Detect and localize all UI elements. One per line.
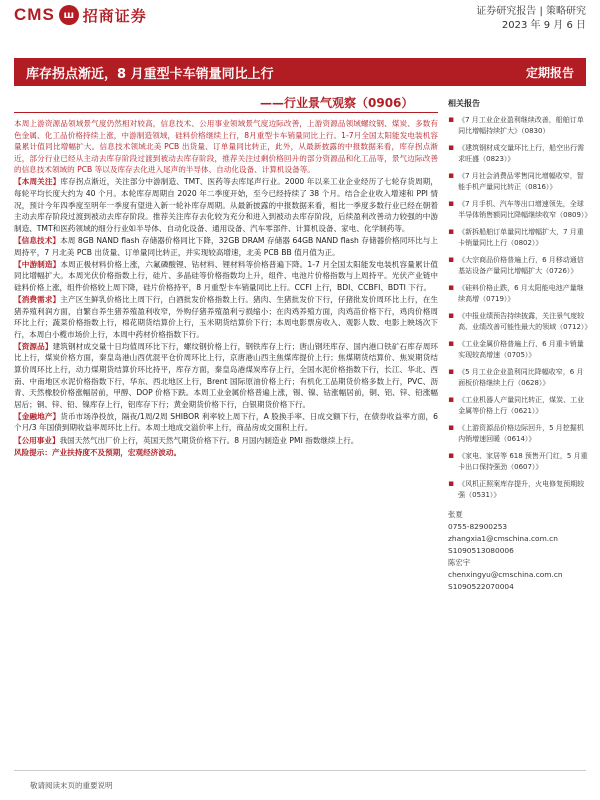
paragraph-text: 库存拐点渐近，关注部分中游制造、TMT、医药等去库尾声行业。2000 年以来工业企业经历了七轮存货周期，每轮平均长度大约为 40 个月。本轮库存周期自 2020 年二季度开始，至今已经持续了 38 个月。结合企业收入增速和 PPI 情况，预计今年四季度至明年一季度有望进入新一轮补库存周期。从最新披露的中报数据来看，相比一季度多数行业已经在朝着主动去库存阶段过渡到被动去库存阶段。推荐关注库存去化较为充分和进入到被动去库存阶段，后续盈利改善动力较强的中游制造、TMT和医药领域的细分行业如半导体、自动化设备、通用设备、汽车零部件、计算机设备、家电、化学制药等。 — [14, 177, 438, 233]
bullet-icon: ▪ — [448, 339, 455, 349]
bullet-icon: ▪ — [448, 227, 455, 237]
report-header — [0, 0, 600, 44]
logo-chinese: 招商证券 — [82, 6, 147, 25]
related-report-item[interactable] — [448, 367, 588, 389]
title-bar — [14, 58, 586, 86]
bullet-icon: ▪ — [448, 143, 455, 153]
section-tag: 【资源品】 — [14, 341, 53, 351]
sidebar — [448, 98, 592, 738]
bullet-icon: ▪ — [448, 367, 455, 377]
bullet-icon: ▪ — [448, 395, 455, 405]
body-paragraph — [14, 435, 438, 447]
related-report-item[interactable] — [448, 339, 588, 361]
bullet-icon: ▪ — [448, 199, 455, 209]
analyst-cert: S1090513080006 — [448, 546, 514, 555]
body-paragraph — [14, 118, 438, 176]
related-report-item[interactable] — [448, 283, 588, 305]
logo-latin: CMS — [14, 5, 55, 24]
related-report-title: 《工业机器人产量同比转正，煤炭、工业金属等价格上行（0621）》 — [458, 396, 585, 415]
report-category: 定期报告 — [525, 65, 574, 80]
related-report-item[interactable] — [448, 423, 588, 445]
body-paragraph — [14, 176, 438, 234]
related-reports-heading: 相关报告 — [448, 99, 480, 108]
body-paragraph — [14, 259, 438, 294]
bullet-icon: ▪ — [448, 451, 455, 461]
related-report-item[interactable] — [448, 479, 588, 501]
paragraph-text: 本周正极材料价格上涨，六氟磷酸锂、钴材料、锂材料等价格普遍下降。1-7 月全国太阳能发电装机容量累计值同比增幅扩大。本周光伏价格指数上行，硅片、多晶硅等价格指数均上升，组件、电池片价格指数与上周持平。光伏产业链中硅料价格上涨，组件价格较上周下降，硅片价格持平，8 月重型卡车销量同比上行。CCFI 上行，BDI、CCBFI、BDTI 下行。 — [14, 259, 438, 292]
paragraph-text: 货币市场净投放，隔夜/1周/2周 SHIBOR 利率较上周下行，A 股换手率、日成交额下行，在债券收益率方面，6 个月/3 年国债到期收益率周环比上行。本周土地成交溢价率上行，商品房成交面积上行。 — [14, 411, 438, 433]
analyst-info — [448, 509, 588, 593]
bullet-icon: ▪ — [448, 311, 455, 321]
related-report-title: 《工业金属价格普遍上行，6 月重卡销量实现较高增速（0705）》 — [458, 340, 584, 359]
report-type: 证券研究报告 | 策略研究 — [476, 6, 586, 17]
paragraph-text: 建筑钢材成交量十日均值周环比下行，螺纹钢价格上行，钢铁库存上行；唐山钢坯库存、国内港口铁矿石库存周环比上行，煤炭价格方面，秦皇岛港山西优混平仓价周环比上行，京唐港山西主焦煤库提价上行；焦煤期货结算价、焦炭期货结算价周环比上行，动力煤期货结算价环比持平，库存方面，秦皇岛港煤炭库存上行，全国水泥价格指数下行，长江、华北、西南、中南地区水泥价格指数下行，华东、西北地区上行，Brent 国际原油价格上行；有机化工品期货价格多数上行，PVC、沥青、天然橡胶价格涨幅居前，甲醇、DOP 价格下跌。本周工业金属价格普遍上涨，锡、镍、钴涨幅居前，铜、铝、锌、铅涨幅居后；铜、锌、铅、镍库存上行，铝库存下行；黄金期货价格下行，白银期货价格下行。 — [14, 341, 438, 409]
related-report-title: 《5 月工业企业盈利同比降幅收窄，6 月面板价格继续上行（0628）》 — [458, 368, 584, 387]
report-body — [14, 118, 438, 758]
related-report-title: 《中报业绩预告持续披露，关注景气度较高、业绩改善可能性最大的领域（0712）》 — [458, 312, 592, 331]
related-report-item[interactable] — [448, 227, 588, 249]
paragraph-text: 我国天然气出厂价上行，英国天然气期货价格下行。8 月国内制造业 PMI 指数继续上行。 — [59, 435, 359, 445]
paragraph-text: 主产区生鲜乳价格比上周下行，白酒批发价格指数上行。猪肉、生猪批发价下行，仔猪批发价周环比上行，在生猪养殖利润方面，自繁自养生猪养殖盈利收窄，外购仔猪养殖盈利亏损缩小；在肉鸡养殖方面，肉鸡苗价格下行，鸡肉价格周环比上行；蔬菜价格指数上行，棉花期货结算价上行，玉米期货结算价下行；本周电影票房收入、观影人数、电影上映场次下行，本周白小榄市场价上行，本周中药材价格指数下行。 — [14, 294, 438, 339]
analyst-cert: S1090522070004 — [448, 582, 514, 591]
paragraph-text: 产业扶持度不及预期，宏观经济波动。 — [51, 447, 182, 457]
report-subtitle: ——行业景气观察（0906） — [260, 96, 414, 110]
bullet-icon: ▪ — [448, 255, 455, 265]
footer-divider — [14, 770, 586, 771]
section-tag: 【金融地产】 — [14, 411, 61, 421]
related-report-item[interactable] — [448, 199, 592, 221]
report-title: 库存拐点渐近，8 月重型卡车销量同比上行 — [26, 66, 274, 82]
divider — [14, 112, 438, 113]
paragraph-text: 本周 8GB NAND flash 存储器价格同比下降，32GB DRAM 存储器 64GB NAND flash 存储器价格同环比与上周持平，7 月北美 PCB 出货量、订单量同比转正，并实现较高增速，北美 PCB BB 值月值为正。 — [14, 235, 438, 257]
body-paragraph — [14, 235, 438, 258]
section-tag: 风险提示： — [14, 447, 52, 457]
section-tag: 【中游制造】 — [14, 259, 61, 269]
report-date: 2023 年 9 月 6 日 — [501, 20, 586, 31]
analyst-name: 张夏 — [448, 510, 463, 519]
logo-mark-icon: ш — [59, 5, 79, 25]
bullet-icon: ▪ — [448, 115, 455, 125]
related-report-item[interactable] — [448, 115, 588, 137]
bullet-icon: ▪ — [448, 283, 455, 293]
analyst-email[interactable]: zhangxia1@cmschina.com.cn — [448, 534, 558, 543]
related-report-item[interactable] — [448, 395, 588, 417]
related-report-item[interactable] — [448, 451, 588, 473]
related-report-title: 《大宗商品价格普遍上行，6 月移动通信基站设备产量同比增幅扩大（0726）》 — [458, 256, 584, 275]
body-paragraph — [14, 294, 438, 340]
footer-note: 敬请阅读末页的重要说明 — [30, 781, 113, 790]
related-report-title: 《风机正照案库存提升，火电修复预期较强（0531）》 — [458, 480, 585, 499]
body-paragraph — [14, 341, 438, 411]
bullet-icon: ▪ — [448, 423, 455, 433]
related-report-title: 《建筑钢材成交量环比上行，船空出行需求旺盛（0823）》 — [458, 144, 585, 163]
bullet-icon: ▪ — [448, 171, 455, 181]
section-tag: 【消费需求】 — [14, 294, 61, 304]
company-logo — [14, 4, 147, 26]
body-paragraph — [14, 411, 438, 434]
related-report-title: 《7 月工业企业盈利继续改善，船舶订单同比增幅持续扩大》（0830） — [458, 116, 584, 135]
related-report-item[interactable] — [448, 311, 592, 333]
related-report-item[interactable] — [448, 143, 588, 165]
analyst-email[interactable]: chenxingyu@cmschina.com.cn — [448, 570, 563, 579]
related-report-item[interactable] — [448, 255, 588, 277]
related-report-title: 《新拆船舶订单量同比增幅扩大，7 月重卡销量同比上行（0802）》 — [458, 228, 584, 247]
paragraph-text: 本周上游资源品领域景气度仍然相对较高，信息技术、公用事业领域景气度边际改善，上游资源品领域螺纹钢、煤炭、多数有色金属、化工品价格持续上涨，中游制造领域，硅料价格继续上行，8月重型卡车销量同比上行。1-7月全国太阳能发电装机容量累计值同比增幅扩大。信息技术领域北美 PCB 出货量、订单量同比转正，此外，从最新披露的中报数据来看，库存拐点渐近，部分行业已经从主动去库存阶段过渡到被动去库存阶段，推荐关注过剩价格回升的部分资源品和化工品等，景气边际改善的信息技术领域的 PCB 等以及库存去化进入尾声的半导体、自动化设备、计算机设备等。 — [14, 119, 438, 175]
section-tag: 【本周关注】 — [14, 177, 61, 187]
related-report-title: 《家电、家居等 618 预售开门红，5 月重卡出口保持强劲（0607）》 — [458, 452, 588, 471]
section-tag: 【公用事业】 — [14, 435, 60, 445]
related-report-title: 《7 月手机、汽车等出口增速领先，全球半导体销售额同比降幅继续收窄（0809）》 — [458, 200, 592, 219]
related-report-title: 《7 月社会消费品零售同比增幅收窄，智能手机产量同比转正（0816）》 — [458, 172, 584, 191]
related-report-title: 《硅料价格止跌，6 月太阳能电池产量继续高增（0719）》 — [458, 284, 584, 303]
bullet-icon: ▪ — [448, 479, 455, 489]
related-reports-list — [448, 115, 592, 501]
body-paragraph — [14, 447, 438, 459]
analyst-name: 陈宏宇 — [448, 558, 471, 567]
section-tag: 【信息技术】 — [14, 235, 61, 245]
analyst-phone: 0755-82900253 — [448, 522, 508, 531]
related-report-item[interactable] — [448, 171, 588, 193]
related-report-title: 《上游资源品价格边际回升，5 月挖掘机内销增速回暖（0614）》 — [458, 424, 584, 443]
